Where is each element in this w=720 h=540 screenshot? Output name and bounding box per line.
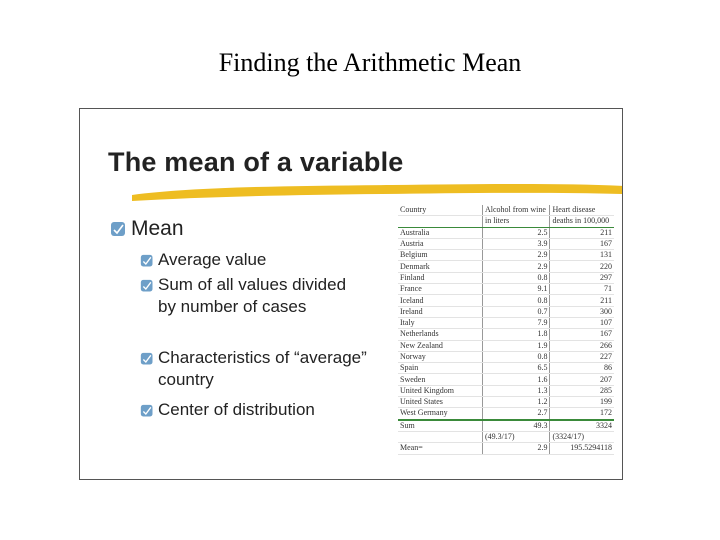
table-cell: United States bbox=[398, 397, 483, 408]
sub-bullet bbox=[140, 249, 368, 275]
table-cell: 300 bbox=[550, 306, 614, 317]
table-row bbox=[398, 227, 614, 238]
header-cell: Heart disease bbox=[550, 205, 614, 216]
table-cell: 7.9 bbox=[483, 317, 550, 328]
header-cell: deaths in 100,000 bbox=[550, 216, 614, 227]
table-row bbox=[398, 397, 614, 408]
table-cell: 0.8 bbox=[483, 295, 550, 306]
square-checkbox-bullet-icon bbox=[140, 403, 155, 425]
square-checkbox-bullet-icon bbox=[140, 278, 155, 300]
table-cell: 220 bbox=[550, 261, 614, 272]
table-cell: Australia bbox=[398, 227, 483, 238]
table-row bbox=[398, 408, 614, 420]
table-cell: 0.7 bbox=[483, 306, 550, 317]
table-mean-row bbox=[398, 443, 614, 454]
square-checkbox-bullet-icon bbox=[110, 221, 128, 245]
table-cell: 1.2 bbox=[483, 397, 550, 408]
square-checkbox-bullet-icon bbox=[140, 351, 155, 373]
table-cell: 2.7 bbox=[483, 408, 550, 420]
table-cell: 49.3 bbox=[483, 420, 550, 432]
table-cell: Sum bbox=[398, 420, 483, 432]
sub-bullet-label: Characteristics of “average” country bbox=[158, 348, 367, 389]
table-row bbox=[398, 295, 614, 306]
table-row bbox=[398, 317, 614, 328]
data-table bbox=[398, 205, 614, 455]
table-row bbox=[398, 306, 614, 317]
slide-heading: The mean of a variable bbox=[108, 147, 404, 177]
table-cell: Norway bbox=[398, 351, 483, 362]
table-cell: Italy bbox=[398, 317, 483, 328]
table-cell: 9.1 bbox=[483, 284, 550, 295]
table-cell: 2.9 bbox=[483, 261, 550, 272]
table-cell: 1.6 bbox=[483, 374, 550, 385]
table-cell: 167 bbox=[550, 238, 614, 249]
sub-bullet-label: Average value bbox=[158, 250, 267, 269]
table-cell: 227 bbox=[550, 351, 614, 362]
bullet-mean bbox=[110, 217, 184, 245]
table-header-row bbox=[398, 205, 614, 216]
table-cell: 1.3 bbox=[483, 385, 550, 396]
table-cell: 211 bbox=[550, 295, 614, 306]
table-row bbox=[398, 340, 614, 351]
table-cell: France bbox=[398, 284, 483, 295]
table-row bbox=[398, 351, 614, 362]
table-cell: United Kingdom bbox=[398, 385, 483, 396]
table-cell: 266 bbox=[550, 340, 614, 351]
table-cell: 3324 bbox=[550, 420, 614, 432]
bullet-mean-label: Mean bbox=[131, 217, 184, 240]
table-cell: 3.9 bbox=[483, 238, 550, 249]
table-cell: Mean= bbox=[398, 443, 483, 454]
sub-bullet-label: Sum of all values divided by number of cases bbox=[158, 275, 347, 316]
sub-bullet bbox=[140, 274, 368, 318]
sub-bullet bbox=[140, 399, 368, 425]
table-row bbox=[398, 329, 614, 340]
table-cell: 2.9 bbox=[483, 443, 550, 454]
bullet-list bbox=[80, 109, 380, 479]
table-cell: Ireland bbox=[398, 306, 483, 317]
table-cell: Finland bbox=[398, 272, 483, 283]
table-row bbox=[398, 238, 614, 249]
table-row bbox=[398, 250, 614, 261]
sub-bullet bbox=[140, 347, 368, 391]
table-cell: 6.5 bbox=[483, 363, 550, 374]
table-cell: 195.5294118 bbox=[550, 443, 614, 454]
table-cell: 297 bbox=[550, 272, 614, 283]
header-cell: Country bbox=[398, 205, 483, 216]
table-cell: 0.8 bbox=[483, 272, 550, 283]
table-cell: (3324/17) bbox=[550, 431, 614, 442]
table-cell: 2.9 bbox=[483, 250, 550, 261]
table-cell: 86 bbox=[550, 363, 614, 374]
table-row bbox=[398, 374, 614, 385]
slide-image bbox=[79, 108, 623, 480]
table-sum-row bbox=[398, 420, 614, 432]
table-cell: Denmark bbox=[398, 261, 483, 272]
table-cell: 2.5 bbox=[483, 227, 550, 238]
table-cell: 131 bbox=[550, 250, 614, 261]
table-cell: 199 bbox=[550, 397, 614, 408]
header-cell bbox=[398, 216, 483, 227]
table-cell: Spain bbox=[398, 363, 483, 374]
table-cell: Iceland bbox=[398, 295, 483, 306]
table-cell bbox=[398, 431, 483, 442]
table-cell: New Zealand bbox=[398, 340, 483, 351]
table-cell: Austria bbox=[398, 238, 483, 249]
table-cell: Belgium bbox=[398, 250, 483, 261]
table-cell: 207 bbox=[550, 374, 614, 385]
square-checkbox-bullet-icon bbox=[140, 253, 155, 275]
table-cell: 1.8 bbox=[483, 329, 550, 340]
table-cell: (49.3/17) bbox=[483, 431, 550, 442]
header-cell: in liters bbox=[483, 216, 550, 227]
table-header-row bbox=[398, 216, 614, 227]
page-title: Finding the Arithmetic Mean bbox=[218, 48, 522, 77]
table-row bbox=[398, 261, 614, 272]
table-cell: 285 bbox=[550, 385, 614, 396]
table-cell: 0.8 bbox=[483, 351, 550, 362]
table-cell: Netherlands bbox=[398, 329, 483, 340]
table-cell: 1.9 bbox=[483, 340, 550, 351]
table-cell: 211 bbox=[550, 227, 614, 238]
table-cell: Sweden bbox=[398, 374, 483, 385]
table-cell: 167 bbox=[550, 329, 614, 340]
table-row bbox=[398, 284, 614, 295]
table-row bbox=[398, 363, 614, 374]
header-cell: Alcohol from wine bbox=[483, 205, 550, 216]
sub-bullet-label: Center of distribution bbox=[158, 400, 315, 419]
table-cell: 107 bbox=[550, 317, 614, 328]
table-formula-row bbox=[398, 431, 614, 442]
table-row bbox=[398, 272, 614, 283]
table-cell: 172 bbox=[550, 408, 614, 420]
table-cell: 71 bbox=[550, 284, 614, 295]
table-row bbox=[398, 385, 614, 396]
table-cell: West Germany bbox=[398, 408, 483, 420]
